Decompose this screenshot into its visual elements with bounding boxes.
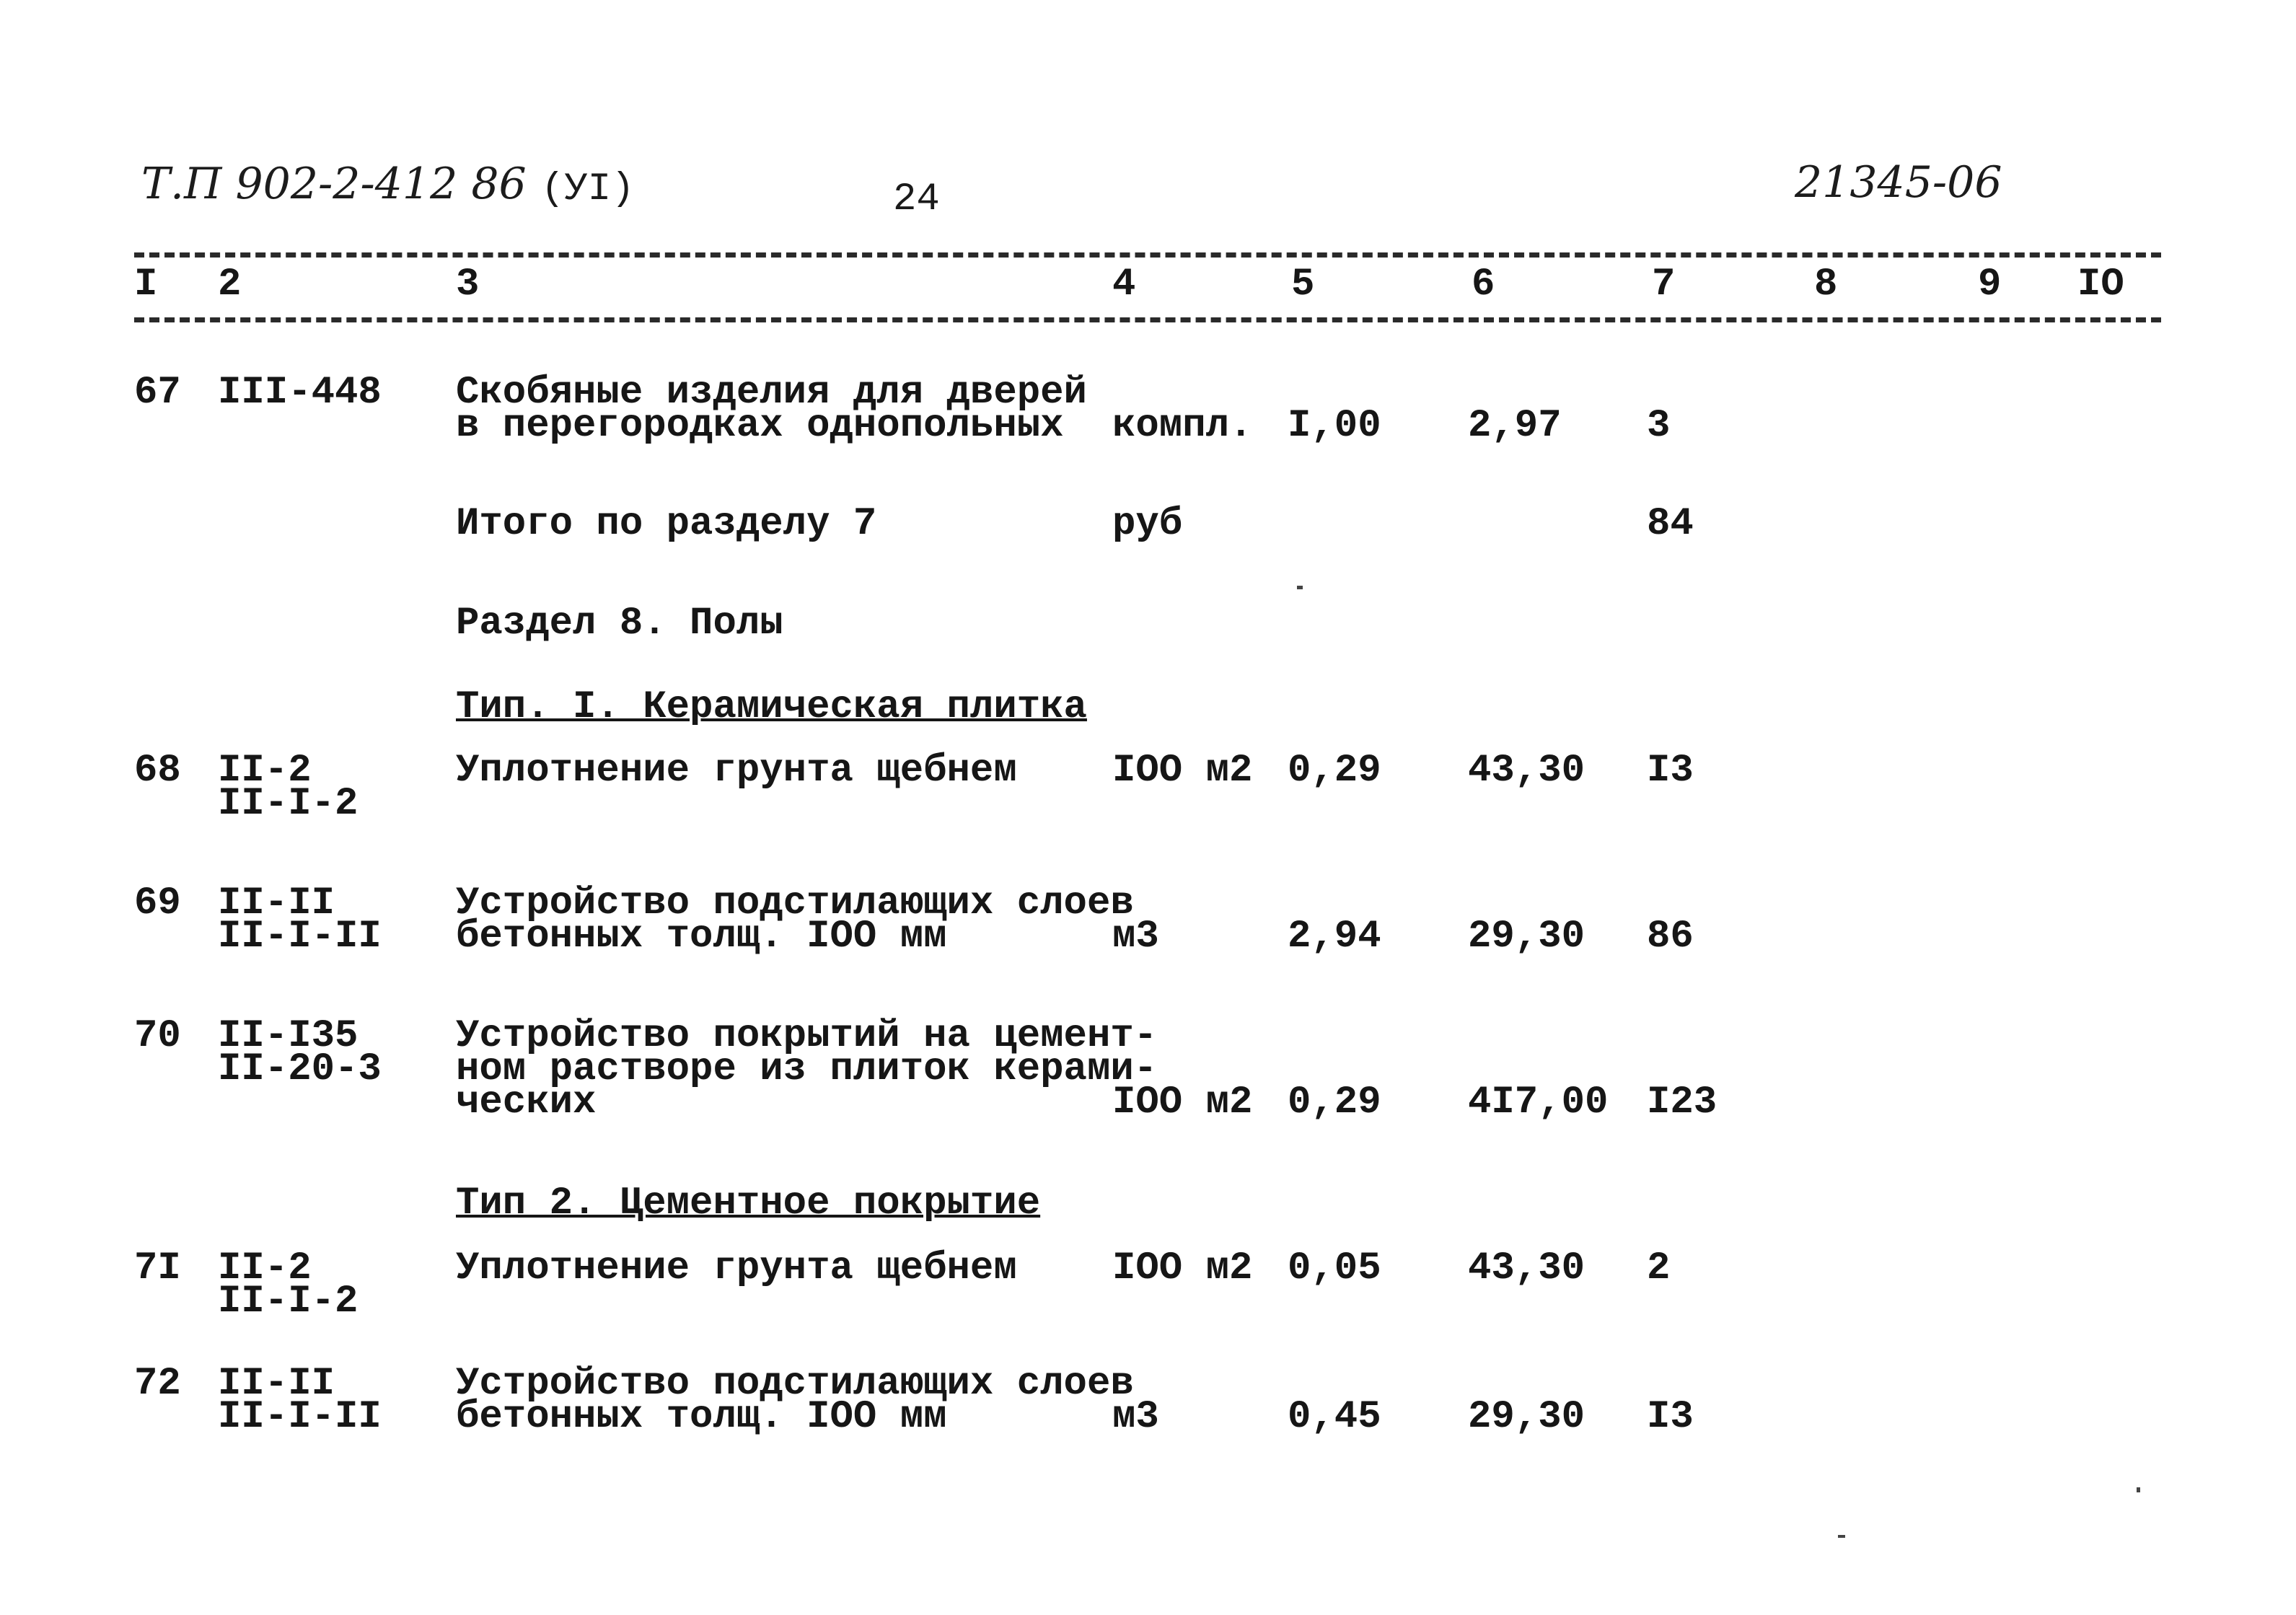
row-price: 29,30 [1468, 1395, 1585, 1439]
scan-speck [2137, 1487, 2140, 1492]
row-quantity: 0,29 [1288, 749, 1381, 793]
project-code: Т.П 902-2-412 86 [141, 159, 527, 209]
row-description: Устройство подстилающих слоев бетонных толщ. IOO мм [456, 1362, 1134, 1439]
row-number: 7I [134, 1246, 181, 1290]
row-price: 43,30 [1468, 1246, 1585, 1290]
column-header: 8 [1814, 263, 1838, 307]
row-total: I3 [1647, 749, 1694, 793]
header-rule-top [134, 252, 2161, 258]
row-total: I3 [1647, 1395, 1694, 1439]
section-total-label: Итого по разделу 7 [456, 502, 877, 546]
volume-mark: (УI) [541, 167, 635, 211]
row-code: II-I35 II-20-3 [218, 1014, 382, 1091]
row-price: 4I7,00 [1468, 1081, 1609, 1125]
page-number: 24 [893, 177, 940, 221]
column-header: 4 [1112, 263, 1136, 307]
column-header: 3 [456, 263, 480, 307]
row-quantity: 0,45 [1288, 1395, 1381, 1439]
row-number: 72 [134, 1362, 181, 1406]
column-header: IO [2077, 263, 2124, 307]
row-quantity: 0,05 [1288, 1246, 1381, 1290]
row-price: 43,30 [1468, 749, 1585, 793]
row-quantity: 0,29 [1288, 1081, 1381, 1125]
row-number: 67 [134, 371, 181, 415]
row-total: I23 [1647, 1081, 1717, 1125]
subsection-heading: Тип 2. Цементное покрытие [456, 1181, 1041, 1225]
row-description: Устройство подстилающих слоев бетонных толщ. IOO мм [456, 881, 1134, 959]
row-unit: IOO м2 [1112, 1246, 1253, 1290]
row-unit: м3 [1112, 915, 1159, 959]
header-rule-bottom [134, 317, 2161, 322]
column-header: 9 [1978, 263, 2002, 307]
subsection-heading: Тип. I. Керамическая плитка [456, 685, 1087, 729]
column-header: 5 [1291, 263, 1315, 307]
row-description: Уплотнение грунта щебнем [456, 1246, 1017, 1290]
row-price: 2,97 [1468, 404, 1562, 448]
row-unit: IOO м2 [1112, 749, 1253, 793]
column-header: 7 [1652, 263, 1676, 307]
row-total: 86 [1647, 915, 1694, 959]
row-description: Скобяные изделия для дверей в перегородках однопольных [456, 371, 1087, 448]
row-unit: м3 [1112, 1395, 1159, 1439]
section-total-value: 84 [1647, 502, 1694, 546]
document-number: 21345-06 [1795, 157, 2002, 208]
row-number: 68 [134, 749, 181, 793]
row-code: II-II II-I-II [218, 881, 382, 959]
row-total: 3 [1647, 404, 1671, 448]
section-title: Раздел 8. Полы [456, 602, 783, 646]
row-description: Устройство покрытий на цемент- ном растворе из плиток керами- ческих [456, 1014, 1158, 1125]
row-description: Уплотнение грунта щебнем [456, 749, 1017, 793]
row-number: 69 [134, 881, 181, 925]
column-header: I [134, 263, 158, 307]
row-code: II-2 II-I-2 [218, 1246, 359, 1324]
row-quantity: 2,94 [1288, 915, 1381, 959]
row-code: II-2 II-I-2 [218, 749, 359, 826]
scan-speck [1838, 1535, 1845, 1538]
row-quantity: I,00 [1288, 404, 1381, 448]
row-number: 70 [134, 1014, 181, 1058]
row-unit: IOO м2 [1112, 1081, 1253, 1125]
row-price: 29,30 [1468, 915, 1585, 959]
scan-speck [1297, 586, 1303, 589]
column-header: 2 [218, 263, 242, 307]
row-total: 2 [1647, 1246, 1671, 1290]
row-code: II-II II-I-II [218, 1362, 382, 1439]
row-unit: компл. [1112, 404, 1253, 448]
row-code: III-448 [218, 371, 382, 415]
section-total-unit: руб [1112, 502, 1183, 546]
column-header: 6 [1472, 263, 1495, 307]
